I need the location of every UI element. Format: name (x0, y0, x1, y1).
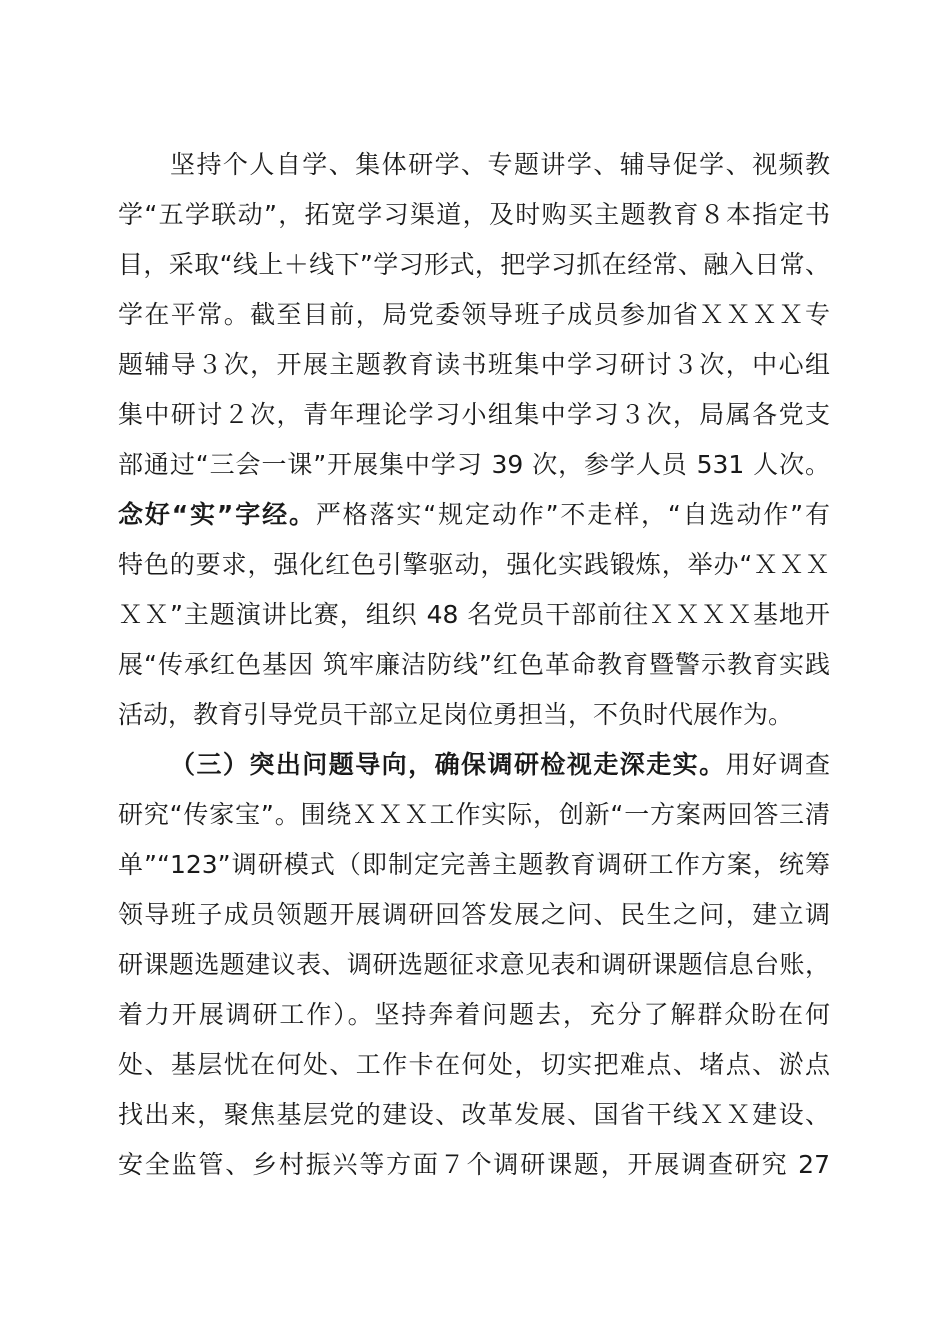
text-line: 目，采取“线上＋线下”学习形式，把学习抓在经常、融入日常、 (118, 250, 830, 279)
text-line: 研究“传家宝”。围绕ＸＸＸ工作实际，创新“一方案两回答三清 (118, 800, 830, 829)
text-line: 念好“实”字经。严格落实“规定动作”不走样，“自选动作”有 (118, 500, 830, 529)
text-line: 单”“123”调研模式（即制定完善主题教育调研工作方案，统筹 (118, 850, 830, 879)
text-line: 部通过“三会一课”开展集中学习 39 次，参学人员 531 人次。 (118, 450, 830, 479)
text-line: （三）突出问题导向，确保调研检视走深走实。用好调查 (170, 750, 830, 779)
text-line: 学在平常。截至目前，局党委领导班子成员参加省ＸＸＸＸ专 (118, 300, 830, 329)
section-heading: （三）突出问题导向，确保调研检视走深走实。 (170, 750, 726, 779)
text-line: ＸＸ”主题演讲比赛，组织 48 名党员干部前往ＸＸＸＸ基地开 (118, 600, 830, 629)
text-line: 集中研讨２次，青年理论学习小组集中学习３次，局属各党支 (118, 400, 830, 429)
text-line: 找出来，聚焦基层党的建设、改革发展、国省干线ＸＸ建设、 (118, 1100, 830, 1129)
text-line: 活动，教育引导党员干部立足岗位勇担当，不负时代展作为。 (118, 700, 794, 729)
text-line: 展“传承红色基因 筑牢廉洁防线”红色革命教育暨警示教育实践 (118, 650, 830, 679)
text-line: 特色的要求，强化红色引擎驱动，强化实践锻炼，举办“ＸＸＸ (118, 550, 830, 579)
text-line: 安全监管、乡村振兴等方面７个调研课题，开展调查研究 27 (118, 1150, 830, 1179)
document-body (118, 140, 830, 1190)
text-line: 学“五学联动”，拓宽学习渠道，及时购买主题教育８本指定书 (118, 200, 830, 229)
text-line: 题辅导３次，开展主题教育读书班集中学习研讨３次，中心组 (118, 350, 830, 379)
bold-heading: 念好“实”字经。 (118, 500, 316, 529)
text-line: 坚持个人自学、集体研学、专题讲学、辅导促学、视频教 (170, 150, 830, 179)
text-line: 处、基层忧在何处、工作卡在何处，切实把难点、堵点、淤点 (118, 1050, 830, 1079)
text-line: 着力开展调研工作）。坚持奔着问题去，充分了解群众盼在何 (118, 1000, 830, 1029)
text-line: 领导班子成员领题开展调研回答发展之问、民生之问，建立调 (118, 900, 830, 929)
text-line: 研课题选题建议表、调研选题征求意见表和调研课题信息台账， (118, 950, 830, 979)
